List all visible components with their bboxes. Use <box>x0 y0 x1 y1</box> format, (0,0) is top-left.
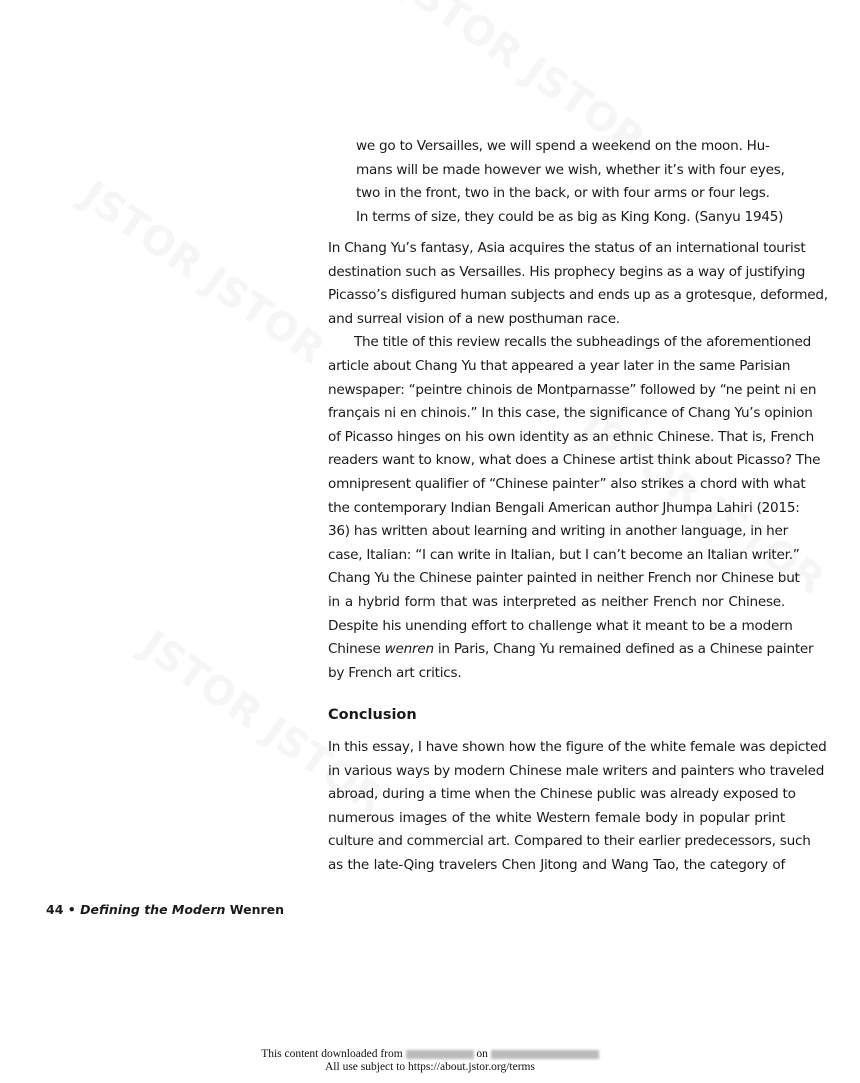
redacted-ip <box>406 1050 474 1059</box>
text-line: case, Italian: “I can write in Italian, but I can’t become an Italian writer.” <box>328 546 800 563</box>
text-line: Chang Yu the Chinese painter painted in neither French nor Chinese but <box>328 570 800 587</box>
text-line: omnipresent qualifier of “Chinese painter” also strikes a chord with what <box>328 475 806 492</box>
redacted-date <box>491 1050 599 1059</box>
notice-text: This content downloaded from <box>261 1048 403 1060</box>
bullet: • <box>67 902 76 917</box>
text-line: culture and commercial art. Compared to their earlier predecessors, such <box>328 833 811 850</box>
download-notice <box>0 1048 860 1061</box>
text-line: abroad, during a time when the Chinese public was already exposed to <box>328 786 796 803</box>
text-line: In Chang Yu’s fantasy, Asia acquires the status of an international tourist <box>328 240 806 256</box>
text-line: destination such as Versailles. His prophecy begins as a way of justifying <box>328 263 806 280</box>
text-line: numerous images of the white Western female body in popular print <box>328 809 785 826</box>
quote-line: mans will be made however we wish, whether it’s with four eyes, <box>356 161 785 178</box>
block-quote <box>356 135 785 229</box>
text-line: 36) has written about learning and writing in another language, in her <box>328 523 788 540</box>
text-line: of Picasso hinges on his own identity as an ethnic Chinese. That is, French <box>328 428 815 445</box>
section-heading: Conclusion <box>328 707 417 723</box>
text-line: and surreal vision of a new posthuman race. <box>328 310 620 327</box>
quote-line: two in the front, two in the back, or with four arms or four legs. <box>356 185 770 202</box>
text-line: Despite his unending effort to challenge what it meant to be a modern <box>328 617 793 634</box>
text-line: article about Chang Yu that appeared a year later in the same Parisian <box>328 357 791 374</box>
text-line: in a hybrid form that was interpreted as neither French nor Chinese. <box>328 593 785 610</box>
text-line: by French art critics. <box>328 664 462 681</box>
running-title-italic: Defining the Modern <box>80 902 226 917</box>
text-line: the contemporary Indian Bengali American author Jhumpa Lahiri (2015: <box>328 499 800 516</box>
page-footer-folio <box>46 902 284 917</box>
text-line: newspaper: “peintre chinois de Montparnasse” followed by “ne peint ni en <box>328 381 817 398</box>
text-line: Picasso’s disfigured human subjects and ends up as a grotesque, deformed, <box>328 287 828 304</box>
text-line: The title of this review recalls the subheadings of the aforementioned <box>354 334 811 351</box>
text-line: as the late-Qing travelers Chen Jitong and Wang Tao, the category of <box>328 856 785 873</box>
notice-text: on <box>476 1048 488 1060</box>
text-span: Chinese <box>328 641 385 658</box>
quote-line: In terms of size, they could be as big as King Kong. (Sanyu 1945) <box>356 208 784 225</box>
body-text <box>328 736 827 878</box>
text-line: français ni en chinois.” In this case, the significance of Chang Yu’s opinion <box>328 405 813 422</box>
text-line <box>328 638 814 662</box>
running-title: Wenren <box>229 902 285 917</box>
italic-term: wenren <box>384 641 434 658</box>
text-line: In this essay, I have shown how the figure of the white female was depicted <box>328 739 827 755</box>
page-number: 44 <box>46 902 64 917</box>
body-text <box>328 237 828 685</box>
terms-notice: All use subject to https://about.jstor.org/terms <box>325 1061 535 1073</box>
text-line: readers want to know, what does a Chinese artist think about Picasso? The <box>328 452 821 469</box>
text-line: in various ways by modern Chinese male writers and painters who traveled <box>328 762 825 779</box>
text-span: in Paris, Chang Yu remained defined as a Chinese painter <box>433 641 814 658</box>
jstor-notice <box>0 1048 860 1074</box>
quote-line: we go to Versailles, we will spend a weekend on the moon. Hu- <box>356 138 770 154</box>
